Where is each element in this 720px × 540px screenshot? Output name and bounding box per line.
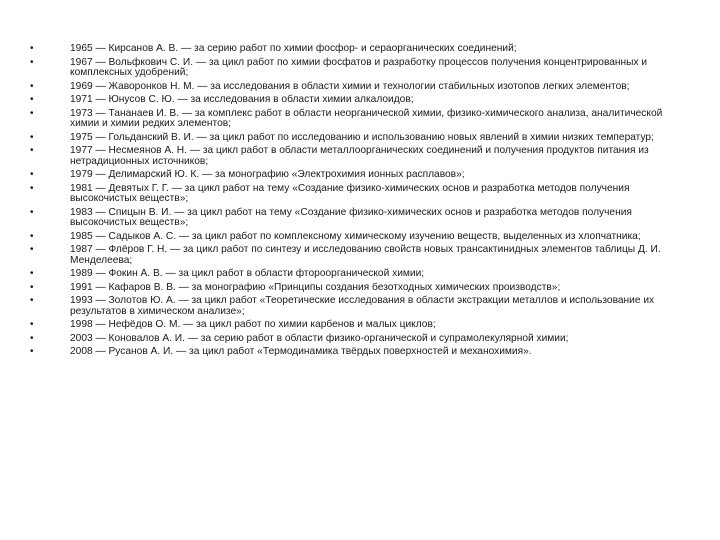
bullet: • (30, 295, 34, 306)
awards-list (30, 44, 680, 361)
bullet: • (30, 107, 34, 119)
list-item (30, 95, 680, 106)
bullet: • (30, 206, 34, 218)
bullet: • (30, 319, 34, 330)
award-text: 1969 — Жаворонков Н. М. — за исследования в области химии и технологии стабильных изотопов легких элементов; (70, 80, 630, 92)
award-text: 1998 — Нефёдов О. М. — за цикл работ по химии карбенов и малых циклов; (70, 319, 436, 330)
award-text: 1979 — Делимарский Ю. К. — за монографию «Электрохимия ионных расплавов»; (70, 169, 465, 180)
award-text: 1993 — Золотов Ю. А. — за цикл работ «Теоретические исследования в области экстракции металлов и использование их результатов в химическом анализе»; (70, 295, 655, 317)
bullet: • (30, 43, 34, 54)
bullet: • (30, 94, 34, 105)
bullet: • (30, 230, 34, 242)
award-text: 1987 — Флёров Г. Н. — за цикл работ по синтезу и исследованию свойств новых трансактинидных элементов таблицы Д. И. Менделеева; (70, 244, 661, 266)
bullet: • (30, 145, 34, 156)
list-item (30, 82, 680, 93)
list-item (30, 347, 680, 358)
bullet: • (30, 281, 34, 293)
list-item (30, 245, 680, 266)
bullet: • (30, 268, 34, 279)
award-text: 1977 — Несмеянов А. Н. — за цикл работ в области металлоорганических соединений и получения продуктов питания из нетрадиционных источников; (70, 145, 649, 167)
award-text: 1983 — Спицын В. И. — за цикл работ на тему «Создание физико-химических основ и разработка методов получения высокочистых веществ»; (70, 206, 632, 228)
award-text: 2008 — Русанов А. И. — за цикл работ «Термодинамика твёрдых поверхностей и механохимия». (70, 346, 532, 357)
award-text: 1975 — Гольданский В. И. — за цикл работ по исследованию и использованию новых явлений в химии низких температур; (70, 131, 654, 143)
list-item (30, 170, 680, 181)
award-text: 2003 — Коновалов А. И. — за серию работ в области физико-органической и супрамолекулярной химии; (70, 332, 569, 344)
list-item (30, 208, 680, 229)
bullet: • (30, 244, 34, 255)
list-item (30, 296, 680, 317)
list-item (30, 269, 680, 280)
list-item (30, 133, 680, 144)
award-text: 1985 — Садыков А. С. — за цикл работ по комплексному химическому изучению веществ, выделенных из хлопчатника; (70, 230, 641, 242)
award-text: 1971 — Юнусов С. Ю. — за исследования в области химии алкалоидов; (70, 94, 414, 105)
award-text: 1973 — Тананаев И. В. — за комплекс работ в области неорганической химии, физико-химического анализа, аналитической химии и химии редких элементов; (70, 107, 663, 129)
bullet: • (30, 80, 34, 92)
list-item (30, 232, 680, 243)
bullet: • (30, 131, 34, 143)
list-item (30, 320, 680, 331)
list-item (30, 334, 680, 345)
award-text: 1965 — Кирсанов А. В. — за серию работ по химии фосфор- и сераорганических соединений; (70, 43, 517, 54)
bullet: • (30, 182, 34, 194)
bullet: • (30, 332, 34, 344)
bullet: • (30, 56, 34, 68)
bullet: • (30, 346, 34, 357)
award-text: 1981 — Девятых Г. Г. — за цикл работ на тему «Создание физико-химических основ и разработка методов получения высокочистых веществ»; (70, 182, 630, 204)
award-text: 1991 — Кафаров В. В. — за монографию «Принципы создания безотходных химических производств»; (70, 281, 561, 293)
list-item (30, 44, 680, 55)
list-item (30, 109, 680, 130)
award-text: 1967 — Вольфкович С. И. — за цикл работ по химии фосфатов и разработку процессов получения концентрированных и комплексных удобрений; (70, 56, 648, 78)
bullet: • (30, 169, 34, 180)
list-item (30, 146, 680, 167)
award-text: 1989 — Фокин А. В. — за цикл работ в области фтороорганической химии; (70, 268, 425, 279)
list-item (30, 184, 680, 205)
list-item (30, 283, 680, 294)
list-item (30, 58, 680, 79)
